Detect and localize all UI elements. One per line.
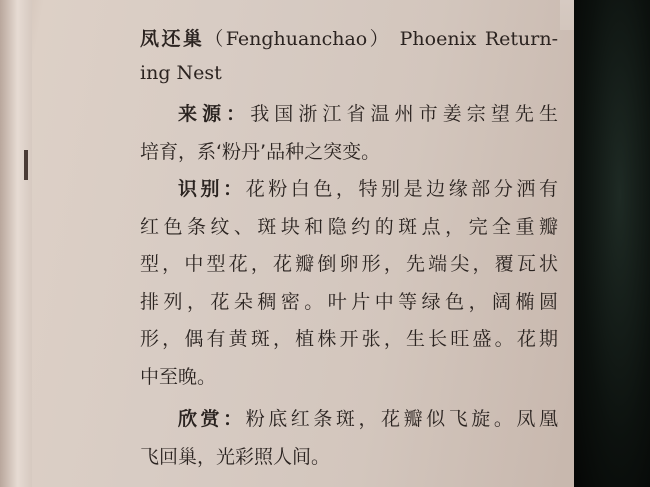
text-line: 中至晚。 [140,365,217,388]
title-english: Phoenix Return- [399,28,558,50]
text-line: 型，中型花，花瓣倒卵形，先端尖，覆瓦状 [140,253,558,275]
text-line: 飞回巢，光彩照人间。 [140,445,331,468]
text-line: 培育，系‘粉丹’品种之突变。 [140,140,381,163]
section-label: 欣赏： [178,408,246,430]
page-edge-mark [24,150,28,180]
section-appreciation [140,401,558,476]
section-label: 识别： [178,178,246,200]
text-line: 花粉白色，特别是边缘部分洒有 [245,178,558,200]
title-chinese: 凤还巢 [140,28,205,50]
text-line: 形，偶有黄斑，植株开张，生长旺盛。花期 [140,328,558,350]
text-line: 排列，花朵稠密。叶片中等绿色，阔椭圆 [140,290,558,313]
title-pinyin: （Fenghuanchao） [204,28,392,50]
book-page-text [140,22,558,476]
title-english-cont: ing Nest [140,62,222,84]
section-identification [140,171,558,396]
text-line: 我国浙江省温州市姜宗望先生 [250,103,558,125]
section-source [140,96,558,171]
section-label: 来源： [178,103,251,125]
entry-title [140,22,558,90]
page-curl [0,0,32,487]
text-line: 粉底红条斑，花瓣似飞旋。凤凰 [245,408,558,430]
dark-photo-edge [574,0,650,487]
text-line: 红色条纹、斑块和隐约的斑点，完全重瓣 [140,215,558,238]
